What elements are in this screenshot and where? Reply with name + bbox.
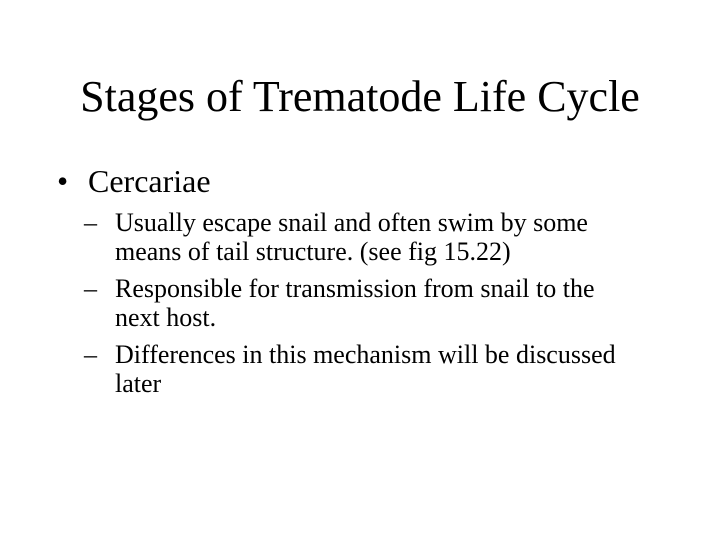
- bullet-text: Cercariae: [88, 163, 211, 199]
- sub-bullet-2: [84, 274, 677, 332]
- sub-bullet-line: later: [115, 369, 162, 398]
- sub-bullet-marker: –: [84, 274, 97, 303]
- sub-bullet-line: next host.: [115, 303, 217, 332]
- sub-bullet-line: Differences in this mechanism will be discussed: [115, 340, 616, 369]
- slide-title: Stages of Trematode Life Cycle: [80, 72, 640, 121]
- sub-bullet-line: Usually escape snail and often swim by some: [115, 208, 588, 237]
- sub-bullet-list: [84, 208, 677, 398]
- sub-bullet-marker: –: [84, 340, 97, 369]
- sub-bullet-3: [84, 340, 677, 398]
- sub-bullet-line: Responsible for transmission from snail to the: [115, 274, 595, 303]
- sub-bullet-1: [84, 208, 677, 266]
- bullet-marker: •: [57, 163, 69, 199]
- bullet-cercariae: [57, 163, 677, 199]
- slide-content: [57, 163, 677, 406]
- sub-bullet-marker: –: [84, 208, 97, 237]
- sub-bullet-line: means of tail structure. (see fig 15.22): [115, 237, 511, 266]
